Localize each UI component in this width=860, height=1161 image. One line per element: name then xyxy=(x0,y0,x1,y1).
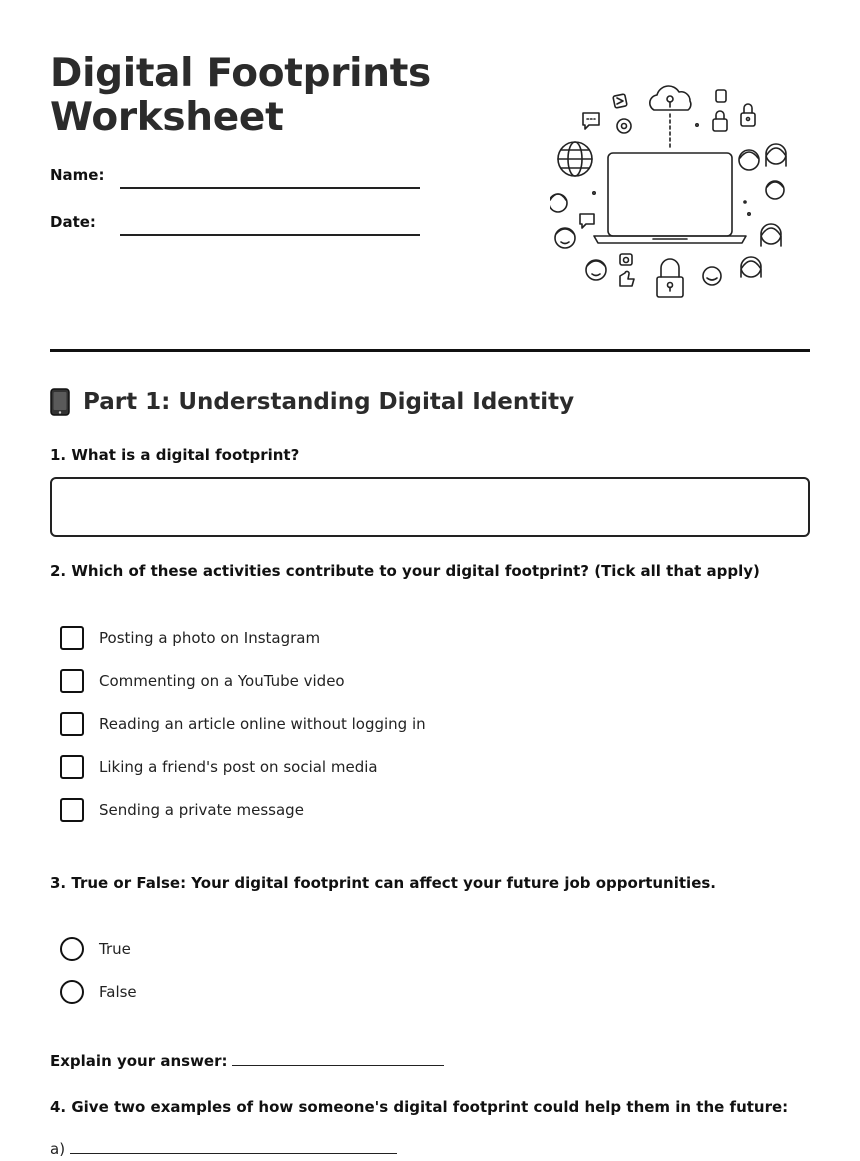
date-label: Date: xyxy=(50,213,96,231)
checkbox[interactable] xyxy=(60,712,84,736)
name-field[interactable] xyxy=(120,187,420,189)
option-label: True xyxy=(99,940,131,958)
radio-button[interactable] xyxy=(60,937,84,961)
q2-option[interactable] xyxy=(60,669,345,693)
padlock-icon xyxy=(657,259,683,297)
at-symbol-icon xyxy=(617,119,631,133)
option-label: Commenting on a YouTube video xyxy=(99,672,345,690)
thumbs-up-icon xyxy=(620,271,634,286)
q2-option[interactable] xyxy=(60,712,426,736)
checkbox[interactable] xyxy=(60,669,84,693)
checkbox[interactable] xyxy=(60,798,84,822)
radio-button[interactable] xyxy=(60,980,84,1004)
worksheet-page xyxy=(50,0,810,1161)
q4-a-label: a) xyxy=(50,1140,66,1158)
explain-row xyxy=(50,1052,444,1070)
section-divider xyxy=(50,349,810,352)
explain-label: Explain your answer: xyxy=(50,1052,228,1070)
q4-a-answer-line[interactable] xyxy=(70,1142,397,1154)
option-label: Liking a friend's post on social media xyxy=(99,758,378,776)
option-label: Reading an article online without logging in xyxy=(99,715,426,733)
part1-title: Part 1: Understanding Digital Identity xyxy=(83,389,575,415)
question-3: 3. True or False: Your digital footprint can affect your future job opportunities. xyxy=(50,874,716,892)
explain-answer-line[interactable] xyxy=(232,1054,444,1066)
worksheet-title xyxy=(50,52,431,140)
question-4: 4. Give two examples of how someone's digital footprint could help them in the future: xyxy=(50,1098,789,1116)
cloud-icon xyxy=(650,86,691,150)
title-line-1: Digital Footprints xyxy=(50,51,431,96)
date-field[interactable] xyxy=(120,234,420,236)
title-line-2: Worksheet xyxy=(50,95,284,140)
globe-icon xyxy=(558,142,592,176)
q2-option[interactable] xyxy=(60,755,378,779)
option-label: Sending a private message xyxy=(99,801,304,819)
small-padlock-icon xyxy=(713,104,755,131)
checkbox[interactable] xyxy=(60,626,84,650)
question-1: 1. What is a digital footprint? xyxy=(50,446,300,464)
digital-footprint-illustration xyxy=(550,80,790,305)
checkbox[interactable] xyxy=(60,755,84,779)
question-2: 2. Which of these activities contribute to your digital footprint? (Tick all that apply) xyxy=(50,562,760,580)
q3-option[interactable] xyxy=(60,937,131,961)
option-label: False xyxy=(99,983,137,1001)
q3-option[interactable] xyxy=(60,980,137,1004)
sparkle-dots xyxy=(593,124,750,215)
q1-answer-box[interactable] xyxy=(50,477,810,537)
name-label: Name: xyxy=(50,166,105,184)
option-label: Posting a photo on Instagram xyxy=(99,629,321,647)
q2-option[interactable] xyxy=(60,626,320,650)
mobile-phone-icon xyxy=(50,388,70,416)
q2-option[interactable] xyxy=(60,798,304,822)
q4-answer-a-row xyxy=(50,1140,397,1158)
chat-bubble-icon xyxy=(580,113,599,228)
camera-icon xyxy=(620,254,632,265)
part1-heading xyxy=(50,388,574,416)
laptop-icon xyxy=(594,153,746,243)
